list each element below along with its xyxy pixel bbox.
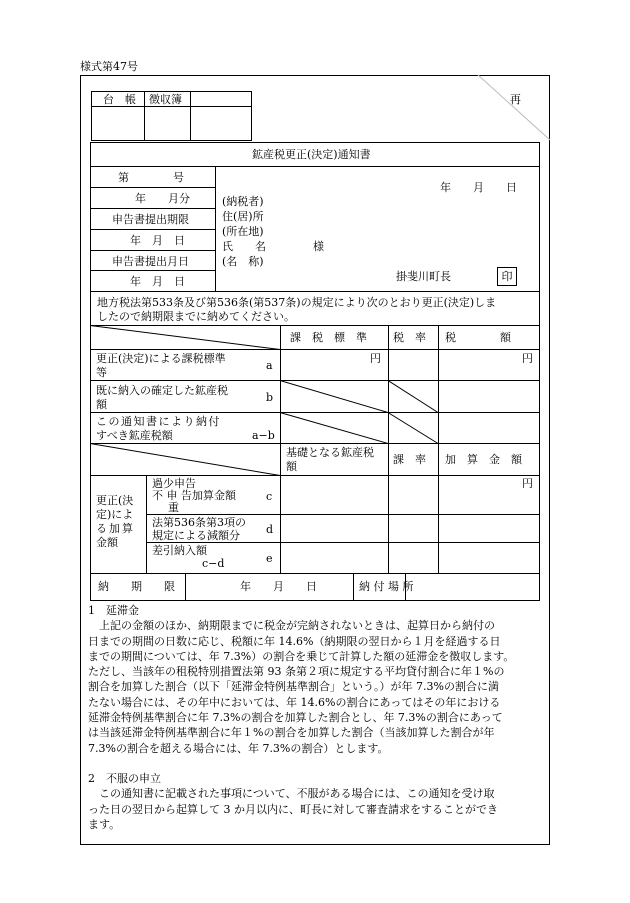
intro-line-1: 地方税法第533条及び第536条(第537条)の規定により次のとおり更正(決定)しま [97,296,497,309]
row-e-letter: e [266,552,273,565]
period-label: 年 月分 [135,192,190,205]
entity-name-label: (名 称) [222,255,264,268]
group-label-1: 更正(決 [96,494,134,507]
payment-place-label: 納 付 場 所 [359,580,414,593]
row-d-letter: d [266,523,274,536]
reissue-mark: 再 [510,93,521,106]
row-d-line-2: 規定による減額分 [152,529,240,542]
ledger-label: 台 帳 [103,93,136,106]
row-ab-label-2: すべき鉱産税額 [96,429,173,442]
group-label-4: 金額 [96,536,118,549]
note-1-line: たない場合には、その年中においては、年 14.6%の割合にあってはその年における [88,695,501,709]
note-2-line: ます。 [88,817,121,831]
name-label: 氏 名 [222,240,266,253]
tax-base-header: 課 税 標 準 [290,331,367,344]
mayor-label: 掛斐川町長 [396,270,451,283]
note-1-line: は当該延滞金特例基準割合に年１%の割合を加算した割合（当該加算した割合が年 [88,726,495,740]
document-title: 鉱産税更正(決定)通知書 [252,148,371,161]
note-1-line: ただし、当該年の租税特別措置法第 93 条第２項に規定する平均貸付割合に年１%の [88,665,505,679]
note-2-line: った日の翌日から起算して 3 か月以内に、町長に対して審査請求をすることができ [88,802,498,816]
deadline-date: 年 月 日 [130,234,185,247]
row-d-line-1: 法第536条第3項の [152,516,246,529]
note-1-line: 上記の金額のほか、納期限までに税金が完納されないときは、起算日から納付の [99,619,495,633]
filed-date: 年 月 日 [130,275,185,288]
row-a-label-2: 等 [96,366,107,379]
row-ab-label-1: この通知書により納付 [96,415,221,428]
collection-book-label: 徴収簿 [149,93,182,106]
row-a-letter: a [266,359,273,372]
location-label: (所在地) [222,225,264,238]
due-date-value: 年 月 日 [240,580,317,593]
note-heading-1: 1 延滞金 [88,604,139,617]
seal-stamp: 印 [497,267,517,286]
surcharge-rate-header: 課 率 [393,453,426,466]
row-a-yen-base: 円 [370,352,381,365]
address-label: 住(居)所 [222,210,264,223]
note-1-line: 日までの期間の日数に応じ、税額に年 14.6%（納期限の翌日から１月を経過する日 [88,634,501,648]
row-b-label-2: 額 [96,398,107,411]
basis-amount-header-1: 基礎となる鉱産税 [286,446,374,459]
note-spacer [88,756,543,771]
basis-amount-header-2: 額 [286,460,297,473]
filed-label: 申告書提出月日 [112,255,189,268]
tax-rate-header: 税 率 [393,331,426,344]
note-1-line: 7.3%の割合を超える場合には、年 7.3%の割合）とします。 [88,741,389,755]
row-c-yen: 円 [522,477,533,490]
notes-section [88,603,543,832]
note-1-line: 延滞金特例基準割合に年 7.3%の割合を加算した割合とし、年 7.3%の割合にあって [88,711,503,725]
intro-line-2: したので納期限までに納めてください。 [97,310,295,323]
row-c-letter: c [266,490,273,503]
taxpayer-label: (納税者) [222,195,264,208]
form-number: 様式第47号 [80,60,138,73]
row-ab-letter: a−b [252,429,275,442]
note-heading-2: 2 不服の申立 [88,771,161,785]
notice-date: 年 月 日 [440,181,517,194]
row-c-line-2: 不 申 告加算金額 [152,489,236,502]
note-1-line: 割合を加算した割合（以下「延滞金特例基準割合」という。）が年 7.3%の割合に満 [88,680,499,694]
tax-amount-header: 税 額 [445,331,511,344]
number-label: 第 号 [118,171,184,184]
row-b-letter: b [266,391,274,404]
row-a-yen-tax: 円 [522,352,533,365]
group-label-2: 定)によ [96,508,134,521]
surcharge-amount-header: 加 算 金 額 [445,453,522,466]
row-e-line-1: 差引納入額 [152,544,207,557]
group-label-3: る加算 [96,522,135,535]
honorific-label: 様 [313,240,324,253]
deadline-label: 申告書提出期限 [112,213,189,226]
row-c-line-3: 重 [168,501,179,514]
row-e-line-2: c−d [202,557,225,570]
due-date-label: 納 期 限 [98,580,175,593]
row-c-line-1: 過少申告 [152,477,196,490]
row-b-label-1: 既に納入の確定した鉱産税 [96,384,228,397]
note-2-line: この通知書に記載された事項について、不服がある場合には、この通知を受け取 [99,787,495,801]
note-1-line: までの期間については、年 7.3%）の割合を乗じて計算した額の延滞金を徴収します。 [88,649,515,663]
row-a-label-1: 更正(決定)による課税標準 [96,352,226,365]
